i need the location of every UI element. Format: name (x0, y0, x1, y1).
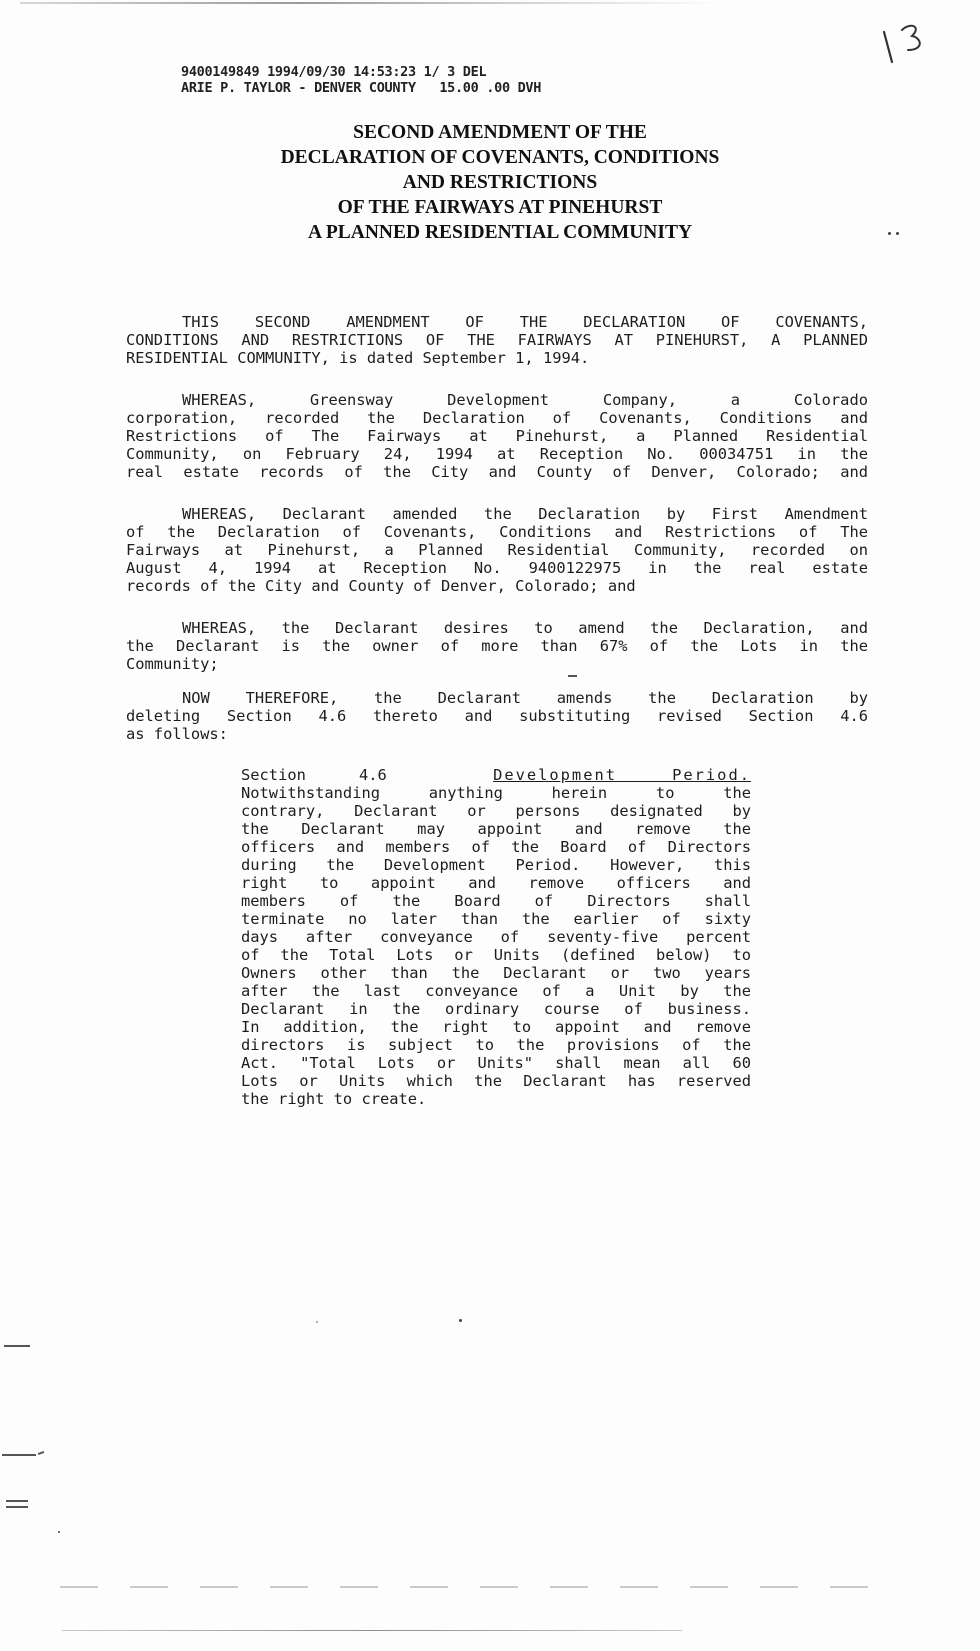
scan-speck (888, 232, 891, 235)
handwritten-page-number (878, 18, 938, 78)
section-line: directors is subject to the provisions of the (241, 1036, 751, 1054)
section-line: officers and members of the Board of Directors (241, 838, 751, 856)
section-line: Declarant in the ordinary course of business. (241, 1000, 751, 1018)
scan-speck (896, 232, 899, 235)
intro-paragraph (126, 313, 868, 367)
scan-speck (4, 1345, 30, 1347)
section-line: Act. "Total Lots or Units" shall mean all 60 (241, 1054, 751, 1072)
section-number: Section 4.6 (241, 766, 387, 784)
intro-line-3: RESIDENTIAL COMMUNITY, is dated September 1, 1994. (126, 349, 590, 367)
section-line: of the Total Lots or Units (defined below) to (241, 946, 751, 964)
section-line: Owners other than the Declarant or two years (241, 964, 751, 982)
whereas-paragraph-3 (126, 619, 868, 673)
section-line: after the last conveyance of a Unit by the (241, 982, 751, 1000)
title-line-3: AND RESTRICTIONS (402, 172, 598, 193)
footer-rule (62, 1630, 682, 1631)
now-therefore-line-1: NOW THEREFORE, the Declarant amends the Declaration by (182, 689, 868, 707)
whereas2-line-4: August 4, 1994 at Reception No. 9400122975 in the real estate (126, 559, 868, 577)
section-line: members of the Board of Directors shall (241, 892, 751, 910)
whereas2-line-3: Fairways at Pinehurst, a Planned Residential Community, recorded on (126, 541, 868, 559)
section-line: In addition, the right to appoint and remove (241, 1018, 751, 1036)
whereas-paragraph-1 (126, 391, 868, 481)
section-line: during the Development Period. However, this (241, 856, 751, 874)
whereas1-line-2: corporation, recorded the Declaration of Covenants, Conditions and (126, 409, 868, 427)
whereas2-line-5: records of the City and County of Denver, Colorado; and (126, 577, 636, 595)
recording-line-2 (181, 80, 541, 96)
title-line-1: SECOND AMENDMENT OF THE (353, 122, 647, 143)
whereas3-line-1: WHEREAS, the Declarant desires to amend the Declaration, and (182, 619, 868, 637)
section-line: terminate no later than the earlier of sixty (241, 910, 751, 928)
scan-speck (316, 1321, 318, 1323)
section-heading: Development Period. (493, 766, 751, 784)
section-line: days after conveyance of seventy-five percent (241, 928, 751, 946)
title-line-4: OF THE FAIRWAYS AT PINEHURST (337, 197, 663, 218)
scan-speck (459, 1319, 462, 1322)
whereas1-line-5: real estate records of the City and County of Denver, Colorado; and (126, 463, 868, 481)
scan-speck (2, 1454, 36, 1456)
scan-edge-rule (20, 2, 720, 4)
scan-dash-row (60, 1586, 900, 1588)
scan-speck (6, 1500, 28, 1502)
scan-speck (568, 675, 577, 677)
whereas2-line-1: WHEREAS, Declarant amended the Declaration by First Amendment (182, 505, 868, 523)
section-line: the right to create. (241, 1090, 427, 1108)
whereas1-line-3: Restrictions of The Fairways at Pinehurst, a Planned Residential (126, 427, 868, 445)
now-therefore-line-3: as follows: (126, 725, 228, 743)
section-line: right to appoint and remove officers and (241, 874, 751, 892)
recording-stamp (181, 64, 541, 96)
title-line-2: DECLARATION OF COVENANTS, CONDITIONS (280, 147, 720, 168)
section-line: contrary, Declarant or persons designated by (241, 802, 751, 820)
whereas1-line-4: Community, on February 24, 1994 at Reception No. 00034751 in the (126, 445, 868, 463)
section-4-6 (241, 766, 751, 1108)
scan-speck (58, 1531, 60, 1533)
now-therefore-paragraph (126, 689, 868, 743)
whereas3-line-3: Community; (126, 655, 219, 673)
intro-line-2: CONDITIONS AND RESTRICTIONS OF THE FAIRWAYS AT PINEHURST, A PLANNED (126, 331, 868, 349)
title-line-5: A PLANNED RESIDENTIAL COMMUNITY (307, 222, 693, 243)
intro-line-1: THIS SECOND AMENDMENT OF THE DECLARATION OF COVENANTS, (182, 313, 868, 331)
document-title (180, 120, 820, 245)
whereas2-line-2: of the Declaration of Covenants, Conditions and Restrictions of The (126, 523, 868, 541)
recorder-name: ARIE P. TAYLOR - DENVER COUNTY (181, 80, 416, 96)
section-line: Notwithstanding anything herein to the (241, 784, 751, 802)
recording-fees: 15.00 .00 DVH (439, 80, 542, 96)
whereas-paragraph-2 (126, 505, 868, 595)
whereas3-line-2: the Declarant is the owner of more than 67% of the Lots in the (126, 637, 868, 655)
whereas1-line-1: WHEREAS, Greensway Development Company, a Colorado (182, 391, 868, 409)
recording-line-1: 9400149849 1994/09/30 14:53:23 1/ 3 DEL (181, 64, 487, 80)
scan-speck (38, 1451, 44, 1455)
now-therefore-line-2: deleting Section 4.6 thereto and substituting revised Section 4.6 (126, 707, 868, 725)
section-line: Lots or Units which the Declarant has reserved (241, 1072, 751, 1090)
scan-speck (6, 1506, 28, 1508)
section-heading-line (241, 766, 751, 784)
section-line: the Declarant may appoint and remove the (241, 820, 751, 838)
